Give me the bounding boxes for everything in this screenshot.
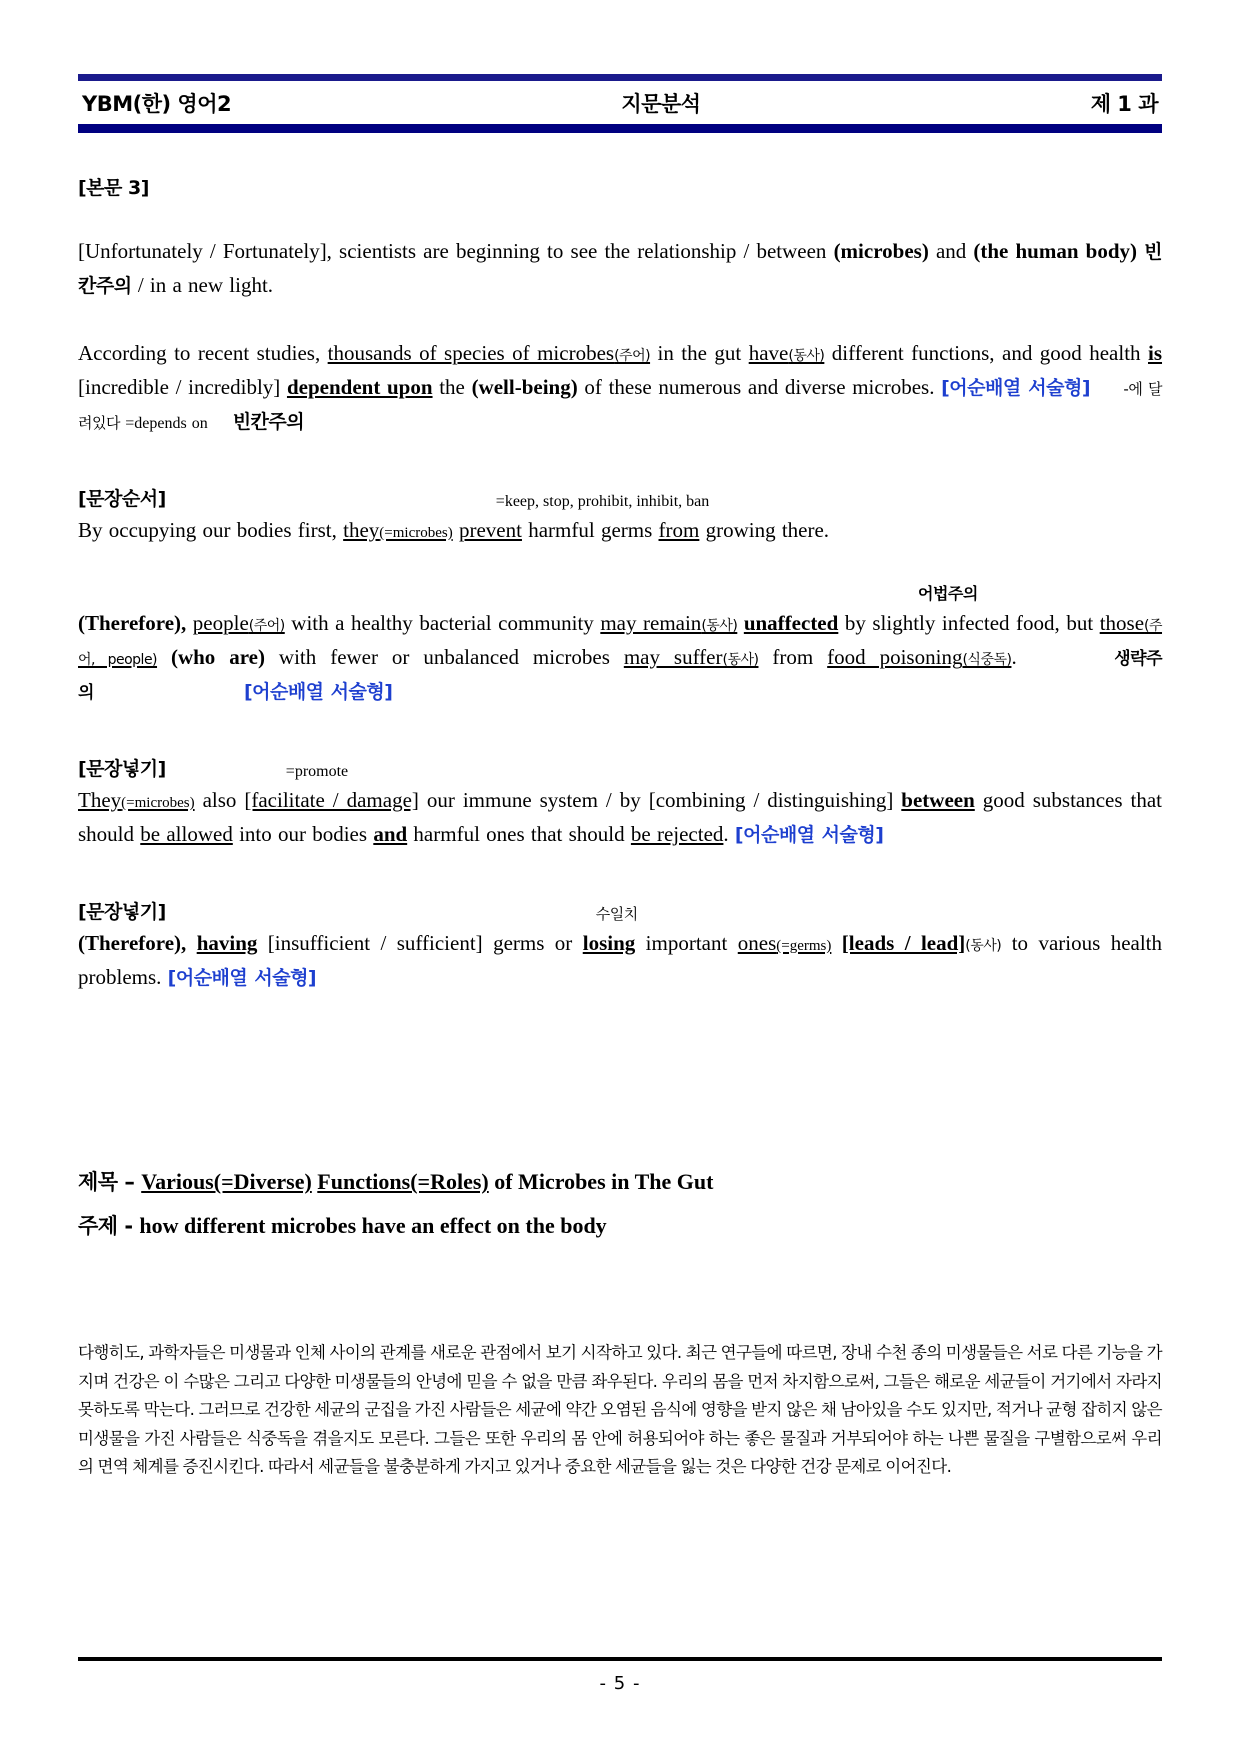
p6-underline-ones xyxy=(738,931,832,955)
header-right-title: 제 1 과 xyxy=(1090,92,1158,116)
p6-text-4 xyxy=(831,931,841,955)
p2-korean-note: 빈칸주의 xyxy=(232,411,305,434)
insert-label-2: [문장넣기] xyxy=(78,901,166,924)
paragraph-1 xyxy=(78,234,1162,302)
p3-text-1: By occupying our bodies first, xyxy=(78,518,344,543)
p5-bold-underline-between: between xyxy=(901,788,975,813)
p4-u4-text: may suffer xyxy=(623,645,723,670)
p6-u1-sub: (=germs) xyxy=(776,938,832,955)
order-label-row xyxy=(78,484,1162,511)
p5-bold-underline-and: and xyxy=(373,822,408,847)
p6-text-1 xyxy=(186,931,196,955)
p5-u1-text: They xyxy=(78,788,122,813)
p4-underline-may-suffer xyxy=(624,645,759,669)
p6-u1-text: ones xyxy=(737,931,777,956)
paragraph-6 xyxy=(78,926,1162,994)
page-footer xyxy=(78,1657,1162,1694)
p4-text-8: . xyxy=(1011,645,1017,670)
p2-text-5: the xyxy=(432,375,472,400)
insert-label-row-1 xyxy=(78,754,1162,781)
p4-underline-may-remain xyxy=(600,611,737,635)
p5-underline-be-allowed: be allowed xyxy=(140,822,233,847)
p2-blue-tag: [어순배열 서술형] xyxy=(941,377,1091,400)
p4-bold-who-are: (who are) xyxy=(170,645,265,670)
p4-blue-tag: [어순배열 서술형] xyxy=(243,681,393,704)
p6-text-3: important xyxy=(635,931,738,956)
p2-u2-sub: (동사) xyxy=(788,348,825,365)
p6-blue-tag: [어순배열 서술형] xyxy=(167,967,317,990)
title-label: 제목 – xyxy=(78,1170,142,1195)
header-center-title: 지문분석 xyxy=(621,92,701,116)
order-label: [문장순서] xyxy=(78,488,166,511)
p2-gloss-korean: -에 달려있다 xyxy=(78,380,1163,433)
theme-label: 주제 - xyxy=(78,1213,140,1238)
p4-text-2: with a healthy bacterial community xyxy=(284,611,601,636)
p2-text-3: different functions, and good health xyxy=(824,341,1148,366)
p2-text-2: in the gut xyxy=(650,341,749,366)
p4-korean-note: 생략주의 xyxy=(78,649,1163,704)
p4-text-7: from xyxy=(758,645,828,670)
korean-translation: 다행히도, 과학자들은 미생물과 인체 사이의 관계를 새로운 관점에서 보기 시작하고 있다. 최근 연구들에 따르면, 장내 수천 종의 미생물들은 서로 다른 기능을 가지며 건강은 이 수많은 그리고 다양한 미생물들의 안녕에 믿을 수 없을 만큼 좌우된다. 우리의 몸을 먼저 차지함으로써, 그들은 해로운 세균들이 거기에서 자라지 못하도록 막는다. 그러므로 건강한 세균의 군집을 가진 사람들은 세균에 약간 오염된 음식에 영향을 받지 않은 채 남아있을 수도 있지만, 적거나 균형 잡히지 않은 미생물을 가진 사람들은 식중독을 겪을지도 모른다. 그들은 또한 우리의 몸 안에 허용되어야 하는 좋은 물질과 거부되어야 하는 나쁜 물질을 구별함으로써 우리의 면역 체계를 증진시킨다. 따라서 세균들을 불충분하게 가지고 있거나 중요한 세균들을 잃는 것은 다양한 건강 문제로 이어진다. xyxy=(78,1343,1162,1476)
p2-text-4: [incredible / incredibly] xyxy=(78,375,287,400)
paragraph-4 xyxy=(78,606,1162,708)
title-underline-1: Various(=Diverse) xyxy=(141,1169,312,1195)
p5-underline-they xyxy=(78,788,195,812)
p3-underline-prevent: prevent xyxy=(458,518,522,543)
p4-bold-underline-unaffected: unaffected xyxy=(743,611,839,636)
p3-underline-from: from xyxy=(658,518,700,543)
p4-u3-text: those xyxy=(1099,611,1145,636)
p6-bold-underline-having: having xyxy=(196,931,258,956)
paragraph-3 xyxy=(78,513,1162,547)
paragraph-5 xyxy=(78,783,1162,851)
title-line xyxy=(78,1164,1162,1200)
p4-u1-text: people xyxy=(192,611,249,636)
p4-u2-sub: (동사) xyxy=(701,618,738,635)
p6-bold-therefore: (Therefore), xyxy=(78,931,187,956)
title-theme-block xyxy=(78,1164,1162,1243)
p6-text-2: [insufficient / sufficient] germs or xyxy=(257,931,583,956)
p5-text-1: also xyxy=(194,788,245,813)
p5-underline-facilitate-damage: [facilitate / damage] xyxy=(244,788,419,813)
title-rest: of Microbes in The Gut xyxy=(488,1169,714,1195)
paragraph-2 xyxy=(78,336,1162,438)
order-note: =keep, stop, prohibit, inhibit, ban xyxy=(495,493,710,511)
p2-text-1: According to recent studies, xyxy=(78,341,328,366)
header-rule-bottom xyxy=(78,124,1162,133)
p6-text-5: to various health problems. xyxy=(78,931,1163,990)
p5-blue-tag: [어순배열 서술형] xyxy=(734,824,884,847)
p3-text-3: harmful germs xyxy=(521,518,659,543)
p2-underline-verb xyxy=(749,341,825,365)
p5-underline-be-rejected: be rejected xyxy=(630,822,724,847)
p4-u4-sub: (동사) xyxy=(722,652,759,669)
p1-bold-microbes: (microbes) xyxy=(833,239,929,263)
p3-u1-sub: (=microbes) xyxy=(379,525,453,542)
p2-bold-wellbeing: (well-being) xyxy=(471,375,578,400)
p1-text-1: [Unfortunately / Fortunately], scientists are beginning to see the relationship / between xyxy=(78,239,834,263)
p4-text-4: by slightly infected food, but xyxy=(838,611,1100,636)
p4-underline-people xyxy=(193,611,285,635)
p2-underline-dependent-upon: dependent upon xyxy=(286,375,433,400)
p4-bold-therefore: (Therefore), xyxy=(78,611,187,636)
p4-text-6: with fewer or unbalanced microbes xyxy=(265,645,624,670)
p5-text-5: harmful ones that should xyxy=(407,822,631,847)
p2-u2-text: have xyxy=(748,341,789,366)
p3-text-4: growing there. xyxy=(699,518,830,543)
p4-u1-sub: (주어) xyxy=(248,618,285,635)
insert-note-2: 수일치 xyxy=(595,905,638,924)
p4-underline-food-poisoning xyxy=(827,645,1011,669)
p1-text-2: and xyxy=(928,239,974,263)
theme-rest: how different microbes have an effect on the body xyxy=(139,1212,607,1238)
p2-gloss-english: =depends on xyxy=(125,415,208,433)
p1-bold-human-body: (the human body) xyxy=(973,239,1138,263)
p3-u1-text: they xyxy=(343,518,380,543)
p4-u2-text: may remain xyxy=(600,611,702,636)
p4-text-5 xyxy=(157,645,171,669)
p2-underline-subject xyxy=(328,341,650,365)
p4-above-note: 어법주의 xyxy=(918,584,978,604)
insert-label-1: [문장넣기] xyxy=(78,758,166,781)
p4-u5-sub: (식중독) xyxy=(962,652,1012,669)
p6-bold-underline-losing: losing xyxy=(582,931,636,956)
p5-text-2: our immune system / by [combining / distinguishing] xyxy=(418,788,902,813)
passage-label: [본문 3] xyxy=(78,177,149,199)
p6-bold-underline-leads-lead: [leads / lead] xyxy=(841,931,966,956)
p4-u5-text: food poisoning xyxy=(827,645,963,670)
p5-u1-sub: (=microbes) xyxy=(121,795,195,812)
p5-text-4: into our bodies xyxy=(232,822,374,847)
p2-u1-text: thousands of species of microbes xyxy=(327,341,615,366)
title-underline-2: Functions(=Roles) xyxy=(317,1169,489,1195)
header-bar xyxy=(78,81,1162,124)
p2-u1-sub: (주어) xyxy=(614,348,651,365)
p5-text-3: good substances that should xyxy=(78,788,1162,847)
p1-text-3: / in a new light. xyxy=(131,273,274,298)
p6-u2-sub: (동사) xyxy=(965,938,1002,955)
theme-line xyxy=(78,1208,1162,1244)
page-number: - 5 - xyxy=(599,1673,641,1694)
page-content xyxy=(0,173,1240,1481)
header-rule-top xyxy=(78,74,1162,81)
p2-text-6: of these numerous and diverse microbes. xyxy=(577,375,942,400)
insert-label-row-2 xyxy=(78,897,1162,924)
p3-underline-they xyxy=(343,518,453,542)
header-left-title: YBM(한) 영어2 xyxy=(82,92,232,116)
p5-text-6: . xyxy=(723,822,735,847)
p1-korean-note: 빈칸주의 xyxy=(78,241,1162,298)
p2-underline-is: is xyxy=(1148,341,1163,366)
insert-note-1: =promote xyxy=(285,763,349,781)
p4-u3-sub: (주어, people) xyxy=(78,618,1163,669)
page-header xyxy=(0,0,1240,133)
